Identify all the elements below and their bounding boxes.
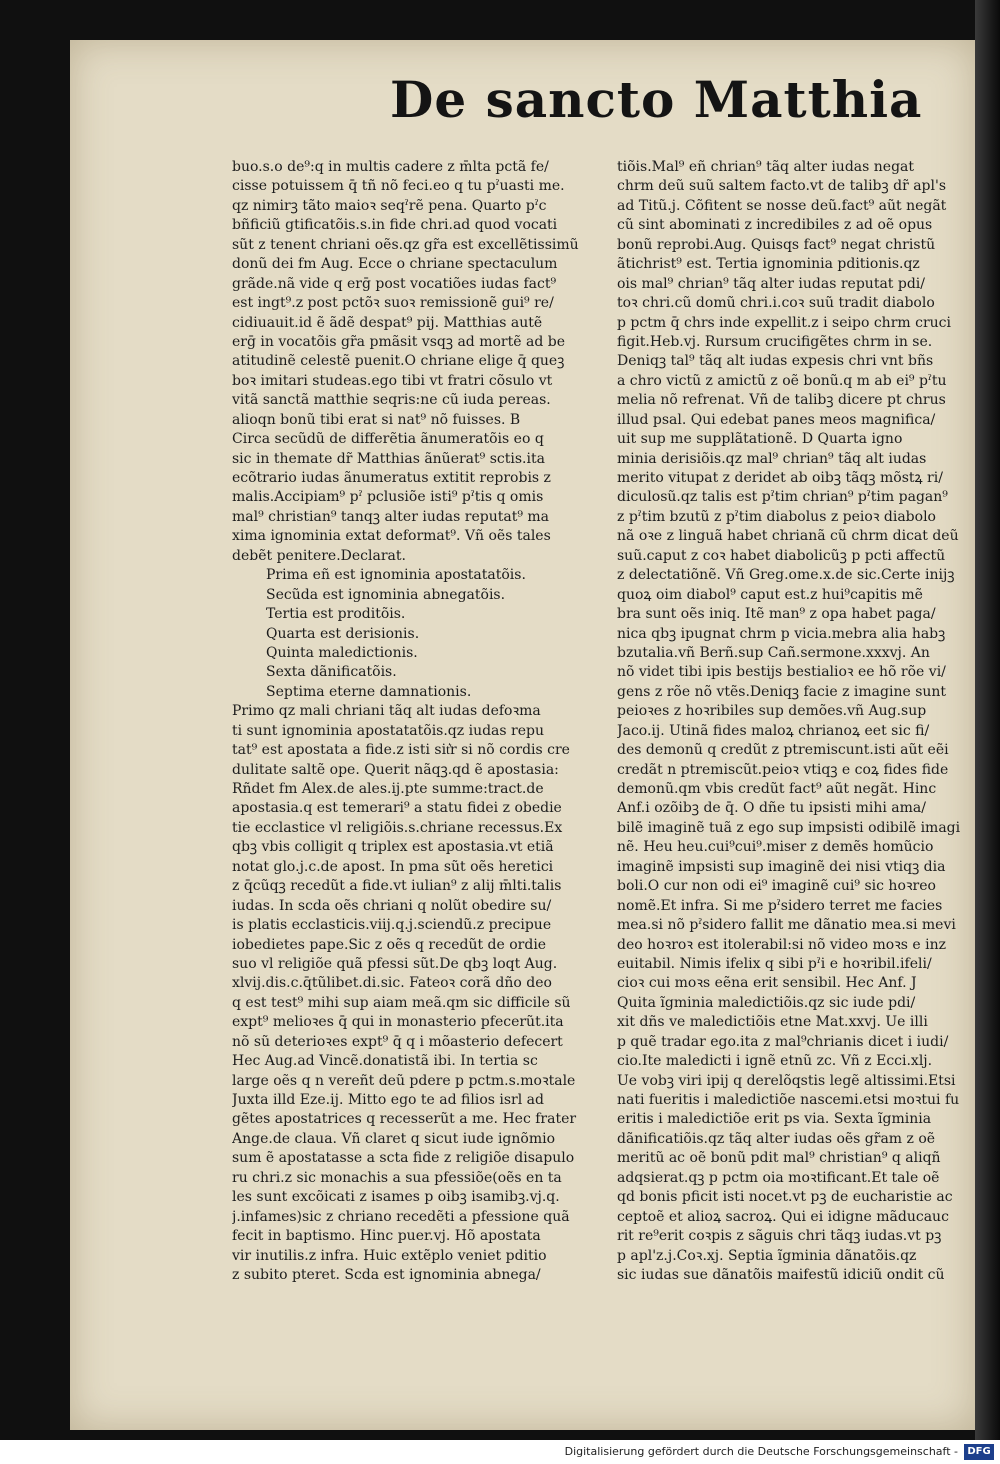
text-line: les sunt excõicati z isames p oibꝫ isamibꝫ.vj.q. — [232, 1189, 560, 1206]
text-line: z subito pteret. Scda est ignominia abnega/ — [232, 1266, 541, 1283]
text-line: est ingt⁹.z post pctõꝛ suoꝛ remissionẽ gui⁹ re/ — [232, 295, 554, 312]
text-line: des demonũ q credũt z ptremiscunt.isti aũt eẽi — [617, 742, 949, 759]
list-item: Quarta est derisionis. — [266, 625, 420, 642]
text-line: quoꝝ oim diabol⁹ caput est.z hui⁹capitis mẽ — [617, 586, 923, 603]
text-line: z delectatiõnẽ. Vñ Greg.ome.x.de sic.Certe inijꝫ — [617, 567, 955, 584]
left-text-column — [232, 158, 602, 1285]
text-block — [232, 702, 602, 1285]
footer-credit-text: Digitalisierung gefördert durch die Deutsche Forschungsgemeinschaft - — [564, 1445, 958, 1458]
text-line: tiõis.Mal⁹ eñ chrian⁹ tãq alter iudas negat — [617, 159, 915, 175]
text-line: cisse potuissem q̄ tñ nõ feci.eo q tu pˀuasti me. — [232, 178, 565, 195]
text-line: z q̄cũqꝫ recedũt a fide.vt iulian⁹ z alij m̄lti.talis — [232, 878, 562, 895]
text-line: nati fueritis i maledictiõe nascemi.etsi moꝛtui fu — [617, 1092, 960, 1108]
text-line: merito vitupat z deridet ab oibꝫ tãqꝫ mõstꝝ ri/ — [617, 470, 943, 486]
text-line: cidiuauit.id ẽ ãdẽ despat⁹ pij. Matthias autẽ — [232, 314, 543, 331]
text-line: expt⁹ melioꝛes q̄ qui in monasterio pfecerũt.ita — [232, 1014, 564, 1031]
text-block — [232, 158, 602, 566]
text-line: qbꝫ vbis colligit q triplex est apostasia.vt etiã — [232, 839, 554, 856]
text-line: nõ sũ deterioꝛes expt⁹ q̄ q i mõasterio defecert — [232, 1033, 563, 1050]
list-item: Sexta dãnificatõis. — [266, 664, 397, 681]
list-item: Prima eñ est ignominia apostatatõis. — [266, 567, 526, 584]
list-item: Quinta maledictionis. — [266, 644, 418, 661]
text-line: boꝛ imitari studeas.ego tibi vt fratri cõsulo vt — [232, 372, 553, 389]
text-line: ecõtrario iudas ãnumeratus extitit reprobis z — [232, 470, 551, 486]
text-line: xit dñs ve maledictiõis etne Mat.xxvj. Ue illi — [617, 1014, 928, 1031]
text-line: melia nõ refrenat. Vñ de talibꝫ dicere pt chrus — [617, 392, 946, 409]
right-text-column — [617, 158, 975, 1285]
text-line: illud psal. Qui edebat panes meos magnifica/ — [617, 411, 936, 428]
text-line: suũ.caput z coꝛ habet diabolicũꝫ p pcti affectũ — [617, 547, 946, 564]
text-line: cio.Ite maledicti i ignẽ etnũ zc. Vñ z Ecci.xlj. — [617, 1053, 933, 1070]
text-line: bonũ reprobi.Aug. Quisqs fact⁹ negat christũ — [617, 236, 936, 253]
text-line: a chro victũ z amictũ z oẽ bonũ.q m ab ei⁹ pˀtu — [617, 372, 947, 389]
text-line: dulitate saltẽ ope. Querit nãqꝫ.qd ẽ apostasia: — [232, 761, 559, 778]
text-line: j.infames)sic z chriano recedẽti a pfessione quã — [232, 1208, 570, 1225]
text-line: buo.s.o de⁹:q in multis cadere z m̄lta pctã fe/ — [232, 159, 549, 175]
text-line: meritũ ac oẽ bonũ pdit mal⁹ christian⁹ q aliqñ — [617, 1150, 941, 1167]
text-line: sic in themate dr̃ Matthias ãnũerat⁹ sctis.ita — [232, 450, 545, 467]
text-line: credãt n ptremiscũt.peioꝛ vtiqꝫ e coꝝ fides fide — [617, 761, 949, 778]
text-line: adqsierat.qꝫ p pctm oia moꝛtificant.Et tale oẽ — [617, 1169, 940, 1186]
text-line: q est test⁹ mihi sup aiam meã.qm sic difficile sũ — [232, 994, 571, 1011]
text-line: ti sunt ignominia apostatatõis.qz iudas repu — [232, 722, 544, 739]
list-item: Tertia est proditõis. — [266, 606, 406, 623]
text-line: nẽ. Heu heu.cui⁹cui⁹.miser z demẽs homũcio — [617, 839, 934, 856]
text-line: uit sup me supplãtationẽ. D Quarta igno — [617, 431, 903, 448]
text-line: diculosũ.qz talis est pˀtim chrian⁹ pˀtim pagan⁹ — [617, 489, 948, 506]
text-line: gẽtes apostatrices q recesserũt a me. Hec frater — [232, 1111, 577, 1128]
text-line: qz nimirꝫ tãto maioꝛ seqˀrẽ pena. Quarto pˀc — [232, 197, 547, 214]
text-line: nã oꝛe z linguã habet chrianã cũ chrm dicat deũ — [617, 528, 959, 545]
text-line: sũt z tenent chriani oẽs.qz gr̃a est excellẽtissimũ — [232, 236, 579, 253]
text-line: minia derisiõis.qz mal⁹ chrian⁹ tãq alt iudas — [617, 450, 927, 467]
text-line: eritis i maledictiõe erit ps via. Sexta ĩgminia — [617, 1111, 932, 1128]
digitization-footer — [0, 1440, 1000, 1464]
text-line: bra sunt oẽs iniq. Itẽ man⁹ z opa habet paga/ — [617, 606, 936, 623]
text-line: xlvij.dis.c.q̄tũlibet.di.sic. Fateoꝛ corã dño deo — [232, 975, 552, 992]
text-line: Jaco.ij. Utinã fides maloꝝ chrianoꝝ eet sic fi/ — [617, 722, 930, 739]
text-line: toꝛ chri.cũ domũ chri.i.coꝛ suũ tradit diabolo — [617, 295, 935, 312]
text-line: ois mal⁹ chrian⁹ tãq alter iudas reputat pdi/ — [617, 275, 925, 292]
text-line: p quẽ tradar ego.ita z mal⁹chrianis dicet i iudi/ — [617, 1033, 949, 1050]
text-line: chrm deũ suũ saltem facto.vt de talibꝫ dr̃ apl's — [617, 178, 947, 195]
text-line: vitã sanctã matthie seqris:ne cũ iuda pereas. — [232, 392, 551, 409]
text-line: Juxta illd Eze.ij. Mitto ego te ad filios isrl ad — [232, 1092, 544, 1108]
text-line: z pˀtim bzutũ z pˀtim diabolus z peioꝛ diabolo — [617, 508, 936, 525]
text-line: imaginẽ impsisti sup imaginẽ dei nisi vtiqꝫ dia — [617, 858, 946, 875]
text-block — [617, 158, 975, 1285]
text-line: erḡ in vocatõis gr̃a pmãsit vsqꝫ ad mortẽ ad be — [232, 333, 565, 350]
text-line: p apl'z.j.Coꝛ.xj. Septia ĩgminia dãnatõis.qz — [617, 1247, 917, 1264]
text-line: peioꝛes z hoꝛribiles sup demões.vñ Aug.sup — [617, 703, 927, 720]
text-line: cũ sint abominati z incredibiles z ad oẽ opus — [617, 217, 933, 234]
text-line: nomẽ.Et infra. Si me pˀsidero terret me facies — [617, 897, 943, 914]
book-spine — [975, 0, 1000, 1440]
text-line: Primo qz mali chriani tãq alt iudas defoꝛma — [232, 703, 541, 720]
text-line: qd bonis pficit isti nocet.vt pꝫ de eucharistie ac — [617, 1189, 953, 1206]
text-line: is platis ecclasticis.viij.q.j.sciendũ.z precipue — [232, 917, 552, 934]
list-item: Secũda est ignominia abnegatõis. — [266, 586, 506, 603]
text-line: Circa secũdũ de differẽtia ãnumeratõis eo q — [232, 431, 544, 448]
text-line: tie ecclastice vl religiõis.s.chriane recessus.Ex — [232, 819, 563, 836]
text-line: vir inutilis.z infra. Huic extẽplo veniet pditio — [232, 1247, 547, 1264]
text-line: mal⁹ christian⁹ tanqꝫ alter iudas reputat⁹ ma — [232, 508, 550, 525]
text-line: Ue vobꝫ viri ipij q derelõqstis legẽ altissimi.Etsi — [617, 1072, 956, 1089]
text-line: tat⁹ est apostata a fide.z isti sit͛r si nõ cordis cre — [232, 742, 570, 759]
deficiency-list — [232, 566, 602, 702]
text-line: grãde.nã vide q erḡ post vocatiões iudas fact⁹ — [232, 275, 557, 292]
text-line: dãnificatiõis.qz tãq alter iudas oẽs gr̃am z oẽ — [617, 1130, 936, 1147]
text-line: suo vl religiõe quã pfessi sũt.De qbꝫ loqt Aug. — [232, 955, 558, 972]
text-line: gens z rõe nõ vtẽs.Deniqꝫ facie z imagine sunt — [617, 683, 947, 700]
text-line: sic iudas sue dãnatõis maifestũ idiciũ ondit cũ — [617, 1266, 945, 1283]
text-line: sum ẽ apostatasse a scta fide z religiõe disapulo — [232, 1150, 575, 1167]
text-line: Rñdet fm Alex.de ales.ij.pte summe:tract.de — [232, 781, 544, 797]
text-line: demonũ.qm vbis credũt fact⁹ aũt negãt. Hinc — [617, 781, 937, 797]
text-line: Quita ĩgminia maledictiõis.qz sic iude pdi/ — [617, 994, 916, 1011]
text-line: figit.Heb.vj. Rursum crucifigẽtes chrm in se. — [617, 333, 933, 350]
text-line: ceptoẽ et alioꝝ sacroꝝ. Qui ei idigne mãducauc — [617, 1208, 949, 1225]
text-line: bñficiũ gtificatõis.s.in fide chri.ad quod vocati — [232, 217, 558, 234]
text-line: donũ dei fm Aug. Ecce o chriane spectaculum — [232, 256, 558, 273]
text-line: atitudinẽ celestẽ puenit.O chriane elige q̄ queꝫ — [232, 353, 565, 370]
list-item: Septima eterne damnationis. — [266, 683, 472, 700]
text-line: iobedietes pape.Sic z oẽs q recedũt de ordie — [232, 936, 547, 953]
text-line: mea.si nõ pˀsidero fallit me dãnatio mea.si mevi — [617, 917, 956, 934]
text-line: rit re⁹erit coꝛpis z sãguis chri tãqꝫ iudas.vt pꝫ — [617, 1228, 942, 1245]
text-line: large oẽs q n vereñt deũ pdere p pctm.s.moꝛtale — [232, 1072, 576, 1089]
text-line: Deniqꝫ tal⁹ tãq alt iudas expesis chri vnt bñs — [617, 353, 934, 370]
dfg-logo: DFG — [964, 1444, 994, 1460]
text-line: deo hoꝛroꝛ est itolerabil:si nõ video moꝛs e inz — [617, 936, 947, 953]
text-line: Anf.i ozõibꝫ de q̄. O dñe tu ipsisti mihi ama/ — [617, 800, 926, 817]
text-line: cioꝛ cui moꝛs eẽna erit sensibil. Hec Anf. J — [617, 975, 917, 992]
text-line: apostasia.q est temerari⁹ a statu fidei z obedie — [232, 800, 562, 817]
text-line: ru chri.z sic monachis a sua pfessiõe(oẽs en ta — [232, 1169, 562, 1186]
text-line: ad Titũ.j. Cõfitent se nosse deũ.fact⁹ aũt negãt — [617, 197, 947, 214]
text-line: nõ videt tibi ipis bestijs bestialioꝛ ee hõ rõe vi/ — [617, 664, 946, 681]
text-line: euitabil. Nimis ifelix q sibi pˀi e hoꝛribil.ifeli/ — [617, 955, 932, 972]
text-line: Hec Aug.ad Vincẽ.donatistã ibi. In tertia sc — [232, 1053, 538, 1070]
text-line: alioqn bonũ tibi erat si nat⁹ nõ fuisses. B — [232, 411, 521, 428]
text-line: bilẽ imaginẽ tuã z ego sup impsisti odibilẽ imagi — [617, 819, 961, 836]
text-line: xima ignominia extat deformat⁹. Vñ oẽs tales — [232, 528, 551, 545]
text-line: nica qbꝫ ipugnat chrm p vicia.mebra alia habꝫ — [617, 625, 946, 642]
text-line: bzutalia.vñ Berñ.sup Cañ.sermone.xxxvj. An — [617, 644, 930, 661]
page-title: De sancto Matthia — [390, 70, 923, 129]
text-line: Ange.de claua. Vñ claret q sicut iude ignõmio — [232, 1130, 556, 1147]
text-line: debẽt penitere.Declarat. — [232, 547, 406, 564]
text-line: boli.O cur non odi ei⁹ imaginẽ cui⁹ sic hoꝛreo — [617, 878, 936, 895]
text-line: fecit in baptismo. Hinc puer.vj. Hõ apostata — [232, 1228, 541, 1245]
text-line: notat glo.j.c.de apost. In pma sũt oẽs heretici — [232, 858, 554, 875]
text-line: malis.Accipiam⁹ pˀ pclusiõe isti⁹ pˀtis q omis — [232, 489, 544, 506]
text-line: ãtichrist⁹ est. Tertia ignominia pditionis.qz — [617, 256, 920, 273]
text-line: p pctm q̄ chrs inde expellit.z i seipo chrm cruci — [617, 314, 951, 331]
text-line: iudas. In scda oẽs chriani q nolũt obedire su/ — [232, 897, 552, 914]
